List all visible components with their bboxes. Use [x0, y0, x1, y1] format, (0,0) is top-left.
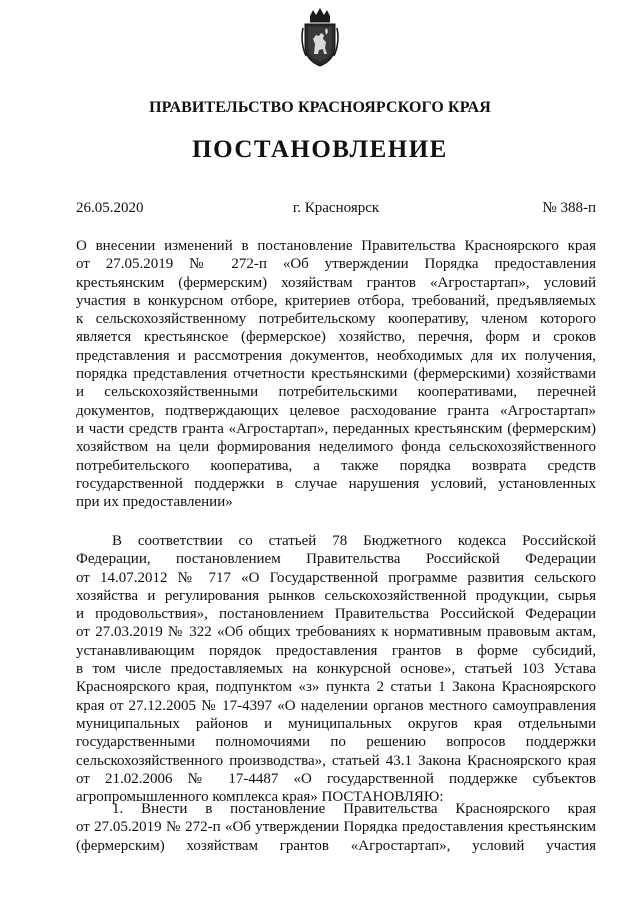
body-line: государственными полномочиями по решению вопросов поддержки [76, 734, 596, 751]
body-line: агропромышленного комплекса края» ПОСТАНОВЛЯЮ: [76, 789, 444, 806]
item-line: от 27.05.2019 № 272-п «Об утверждении Порядка предоставления крестьянским [76, 819, 596, 836]
body-line: В соответствии со статьей 78 Бюджетного кодекса Российской [112, 533, 596, 549]
body-line: от 21.02.2006 № 17-4487 «О государственной поддержке субъектов [76, 770, 596, 787]
title-line: является крестьянское (фермерское) хозяйство, перечня, форм и сроков [76, 329, 596, 346]
title-line: документов, подтверждающих целевое расходование гранта «Агростартап» [76, 402, 596, 419]
title-line: и части средств гранта «Агростартап», переданных крестьянским (фермерским) [76, 420, 596, 437]
document-date: 26.05.2020 [76, 200, 144, 216]
item-line: 1. Внести в постановление Правительства Красноярского края [112, 801, 596, 817]
body-line: и продовольствия», постановлением Правительства Российской Федерации [76, 606, 596, 623]
body-line: хозяйства и регулирования рынков сельскохозяйственной продукции, сырья [76, 587, 596, 604]
title-line: при их предоставлении» [76, 494, 233, 511]
government-title: ПРАВИТЕЛЬСТВО КРАСНОЯРСКОГО КРАЯ [149, 99, 491, 116]
body-line: Федерации, постановлением Правительства Российской Федерации [76, 551, 596, 568]
title-line: участия в конкурсном отборе, критериев отбора, требований, предъявляемых [76, 292, 596, 309]
krasnoyarsk-coat-of-arms-icon [300, 8, 340, 70]
item-line: (фермерским) хозяйствам грантов «Агростартап», условий участия [76, 837, 596, 854]
document-number: № 388-п [542, 200, 596, 216]
body-line: края от 27.12.2005 № 17-4397 «О наделении органов местного самоуправления [76, 697, 596, 714]
preamble-paragraph [76, 532, 596, 806]
resolution-title [76, 237, 596, 511]
body-line: в том числе предоставляемых на конкурсной основе», статьей 103 Устава [76, 661, 596, 678]
title-line: крестьянским (фермерским) хозяйствам грантов «Агростартап», условий [76, 274, 596, 291]
body-line: от 14.07.2012 № 717 «О Государственной программе развития сельского [76, 569, 596, 586]
document-meta [76, 200, 596, 220]
title-line: к сельскохозяйственному потребительскому кооперативу, членом которого [76, 311, 596, 328]
item-1-paragraph [76, 800, 596, 855]
body-line: сельскохозяйственного производства», статьей 43.1 Закона Красноярского края [76, 752, 596, 769]
document-type-heading: ПОСТАНОВЛЕНИЕ [192, 136, 448, 163]
title-line: О внесении изменений в постановление Правительства Красноярского края [76, 238, 596, 254]
title-line: государственной поддержки в случае нарушения условий, установленных [76, 475, 596, 492]
title-line: потребительского кооператива, а также порядка возврата средств [76, 457, 596, 474]
title-line: от 27.05.2019 № 272-п «Об утверждении Порядка предоставления [76, 256, 596, 273]
body-line: устанавливающим порядок предоставления грантов в форме субсидий, [76, 642, 596, 659]
title-line: порядка представления отчетности крестьянскими (фермерскими) хозяйствами [76, 366, 596, 383]
body-line: муниципальных районов и муниципальных округов края отдельными [76, 715, 596, 732]
body-line: Красноярского края, подпунктом «з» пункта 2 статьи 1 Закона Красноярского [76, 679, 596, 696]
body-line: от 27.03.2019 № 322 «Об общих требованиях к нормативным правовым актам, [76, 624, 596, 641]
document-city: г. Красноярск [292, 200, 380, 216]
title-line: хозяйством на цели формирования неделимого фонда сельскохозяйственного [76, 439, 596, 456]
title-line: и сельскохозяйственными потребительскими кооперативами, перечней [76, 384, 596, 401]
title-line: представления и рассмотрения документов, необходимых для их получения, [76, 347, 596, 364]
